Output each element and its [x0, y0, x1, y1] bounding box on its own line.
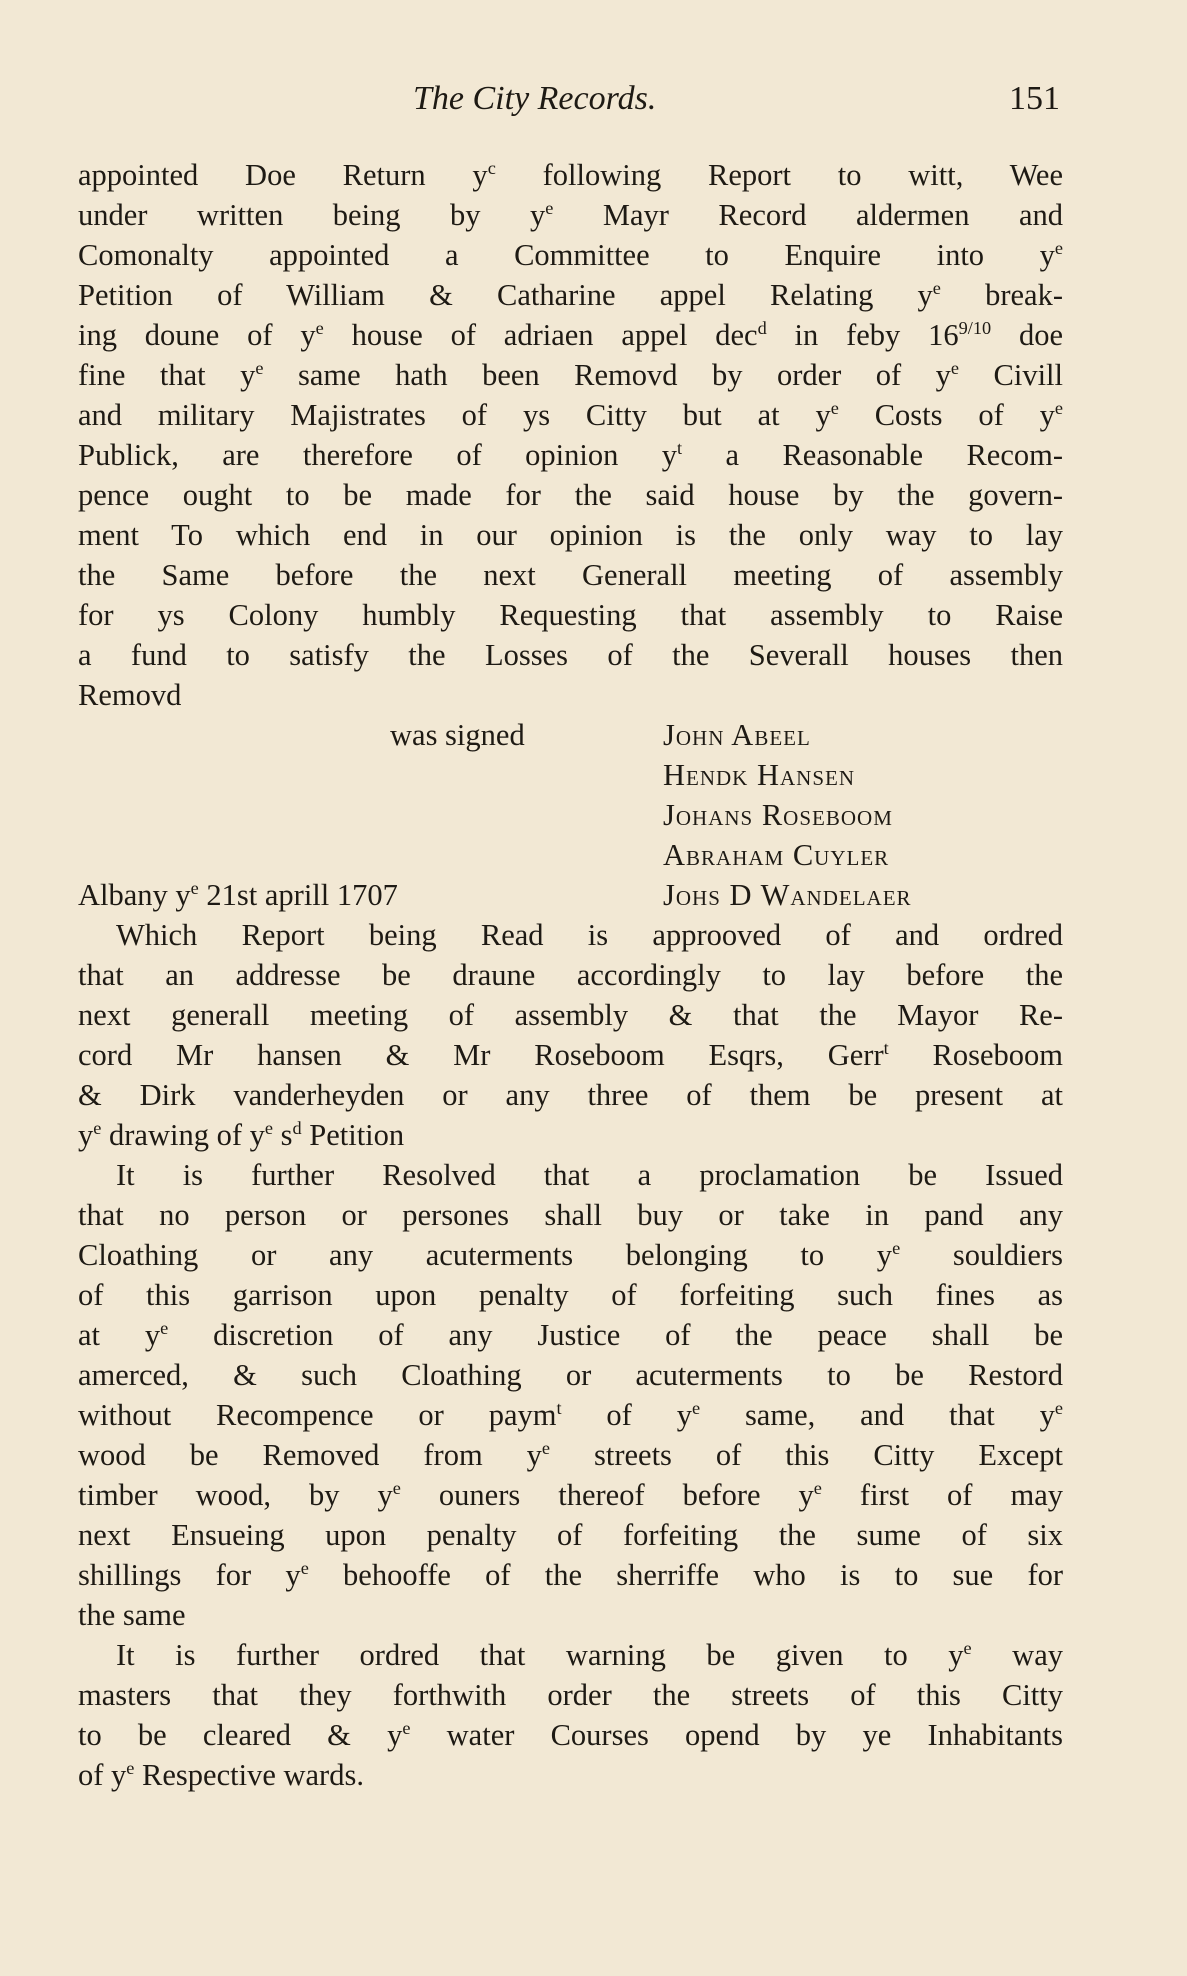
text-line: It is further Resolved that a proclamation be Issued — [116, 1158, 1063, 1192]
page-number: 151 — [1009, 80, 1060, 117]
body-text — [78, 155, 1063, 1795]
text-line: for ys Colony humbly Requesting that assembly to Raise — [78, 598, 1063, 632]
text-line: pence ought to be made for the said house by the govern- — [78, 478, 1063, 512]
signatory-name: John Abeel — [663, 718, 811, 752]
text-line: shillings for $y^e$ behooffe of the sherriffe who is to sue for — [78, 1558, 1064, 1592]
text-line: timber wood, by $y^e$ ouners thereof before $y^e$ first of may — [78, 1478, 1063, 1512]
text-line: Publick, are therefore of opinion $y^t$ a Reasonable Recom- — [78, 438, 1064, 472]
text-line: the same — [78, 1598, 186, 1632]
text-line: next generall meeting of assembly & that the Mayor Re- — [78, 998, 1063, 1032]
text-line: It is further ordred that warning be given to $y^e$ way — [116, 1638, 1063, 1672]
date-line: Albany $y^e$ 21st aprill 1707 — [78, 878, 398, 912]
text-line: at $y^e$ discretion of any Justice of the peace shall be — [78, 1318, 1064, 1352]
text-line: and military Majistrates of ys Citty but at $y^e$ Costs of $y^e$ — [78, 398, 1063, 432]
text-line: without Recompence or paym$^t$ of $y^e$ same, and that $y^e$ — [78, 1398, 1063, 1432]
text-line: under written being by $y^e$ Mayr Record aldermen and — [78, 198, 1063, 232]
page-header — [78, 80, 1068, 130]
text-line: Petition of William & Catharine appel Relating $y^e$ break- — [78, 278, 1063, 312]
signatory-name: Johs D Wandelaer — [663, 878, 912, 912]
text-line: appointed Doe Return $y^c$ following Report to witt, Wee — [78, 158, 1063, 192]
text-line: Comonalty appointed a Committee to Enquire into $y^e$ — [78, 238, 1063, 272]
signatory-name: Johans Roseboom — [663, 798, 893, 832]
text-line: & Dirk vanderheyden or any three of them be present at — [78, 1078, 1063, 1112]
text-line: wood be Removed from $y^e$ streets of this Citty Except — [78, 1438, 1063, 1472]
text-line: Which Report being Read is approoved of and ordred — [116, 918, 1063, 952]
paragraph-committee-report — [78, 155, 1063, 675]
text-line: cord Mr hansen & Mr Roseboom Esqrs, Gerr$^t$ Roseboom — [78, 1038, 1063, 1072]
text-line: next Ensueing upon penalty of forfeiting the sume of six — [78, 1518, 1063, 1552]
paragraph-street-clearing — [78, 1635, 1063, 1755]
text-line: fine that $y^e$ same hath been Removd by order of $y^e$ Civill — [78, 358, 1063, 392]
paragraph-proclamation — [78, 1155, 1063, 1595]
text-line: that an addresse be draune accordingly to lay before the — [78, 958, 1063, 992]
text-line: ing doune of $y^e$ house of adriaen appel dec$^d$ in feby $16^{9/10}$ doe — [78, 318, 1063, 352]
text-line: $y^e$ drawing of $y^e$ $s^d$ Petition — [78, 1118, 405, 1152]
text-line: of $y^e$ Respective wards. — [78, 1758, 364, 1792]
was-signed-label: was signed — [390, 718, 525, 752]
text-line: of this garrison upon penalty of forfeiting such fines as — [78, 1278, 1063, 1312]
text-line: ment To which end in our opinion is the only way to lay — [78, 518, 1063, 552]
text-line: amerced, & such Cloathing or acuterments to be Restord — [78, 1358, 1063, 1392]
signatory-name: Abraham Cuyler — [663, 838, 890, 872]
text-line: to be cleared & $y^e$ water Courses opend by ye Inhabitants — [78, 1718, 1064, 1752]
paragraph-report-approved — [78, 915, 1063, 1115]
signatory-name: Hendk Hansen — [663, 758, 856, 792]
text-line: Removd — [78, 678, 182, 712]
text-line: the Same before the next Generall meeting of assembly — [78, 558, 1063, 592]
text-line: a fund to satisfy the Losses of the Severall houses then — [78, 638, 1063, 672]
signature-block — [78, 715, 1063, 915]
text-line: masters that they forthwith order the streets of this Citty — [78, 1678, 1063, 1712]
running-head: The City Records. — [413, 80, 657, 117]
text-line: that no person or persones shall buy or take in pand any — [78, 1198, 1063, 1232]
text-line: Cloathing or any acuterments belonging to $y^e$ souldiers — [78, 1238, 1063, 1272]
